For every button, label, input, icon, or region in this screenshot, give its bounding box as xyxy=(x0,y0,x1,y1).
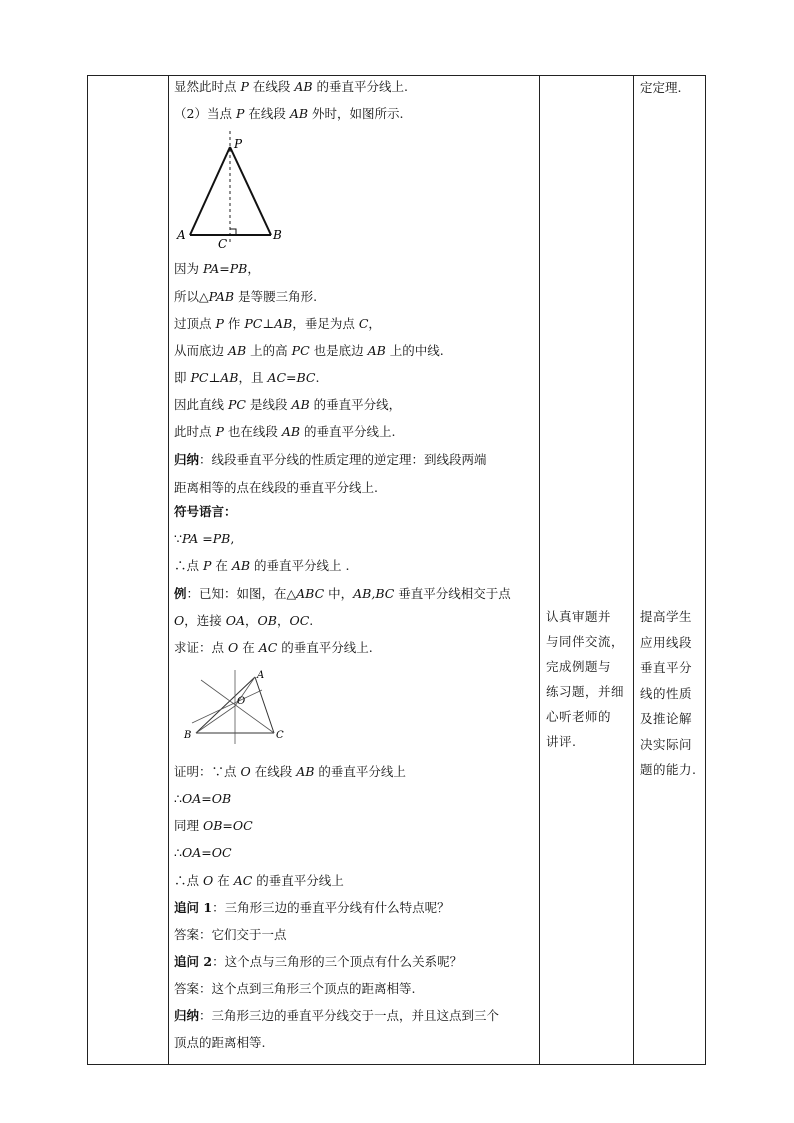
line-22: ∴点 O 在 AC 的垂直平分线上 xyxy=(174,873,344,888)
goal-line: 及推论解 xyxy=(640,711,693,726)
goal-line: 题的能力. xyxy=(640,762,697,777)
student-line: 与同伴交流， xyxy=(546,634,625,649)
side-ab xyxy=(196,677,255,733)
line-27: 归纳：三角形三边的垂直平分线交于一点，并且这点到三个 xyxy=(174,1008,500,1023)
line-24: 答案：它们交于一点 xyxy=(174,927,287,942)
line-13: ∵PA =PB, xyxy=(174,531,235,546)
line-9: 此时点 P 也在线段 AB 的垂直平分线上. xyxy=(174,424,396,439)
triangle-abc-figure xyxy=(182,668,292,748)
line-12: 符号语言： xyxy=(174,504,237,519)
label-o: O xyxy=(237,696,246,707)
label-b: B xyxy=(184,730,192,741)
column-divider-1 xyxy=(168,76,169,1064)
student-line: 认真审题并 xyxy=(546,609,612,624)
line-2: （2）当点 P 在线段 AB 外时，如图所示. xyxy=(174,106,404,121)
goal-top-text: 定定理. xyxy=(640,80,682,95)
column-divider-2 xyxy=(539,76,540,1064)
side-pb xyxy=(230,147,271,235)
line-23: 追问 1：三角形三边的垂直平分线有什么特点呢？ xyxy=(174,900,450,915)
student-line: 练习题，并细 xyxy=(546,684,625,699)
line-3: 因为 PA=PB， xyxy=(174,261,260,276)
line-11: 距离相等的点在线段的垂直平分线上. xyxy=(174,480,378,495)
line-26: 答案：这个点到三角形三个顶点的距离相等. xyxy=(174,981,416,996)
line-8: 因此直线 PC 是线段 AB 的垂直平分线， xyxy=(174,397,402,412)
design-intent-cell xyxy=(640,604,704,783)
line-21: ∴OA=OC xyxy=(174,845,232,860)
line-25: 追问 2：这个点与三角形的三个顶点有什么关系呢？ xyxy=(174,954,463,969)
line-17: 求证：点 O 在 AC 的垂直平分线上. xyxy=(174,640,373,655)
bisector-ac xyxy=(192,690,262,723)
side-ac xyxy=(255,677,274,733)
goal-line: 线的性质 xyxy=(640,685,693,701)
line-20: 同理 OB=OC xyxy=(174,818,253,833)
side-pa xyxy=(190,147,230,235)
label-c: C xyxy=(276,730,284,741)
goal-line: 决实际问 xyxy=(640,736,693,752)
line-19: ∴OA=OB xyxy=(174,791,232,806)
student-line: 心听老师的 xyxy=(546,709,612,724)
goal-line: 垂直平分 xyxy=(640,660,693,675)
label-c: C xyxy=(218,237,228,251)
line-16: O，连接 OA，OB，OC. xyxy=(174,613,314,628)
student-activity-cell xyxy=(546,604,630,754)
student-line: 讲评. xyxy=(546,734,577,749)
line-1: 显然此时点 P 在线段 AB 的垂直平分线上. xyxy=(174,79,409,94)
line-14: ∴点 P 在 AB 的垂直平分线上 . xyxy=(174,558,350,573)
line-10: 归纳：线段垂直平分线的性质定理的逆定理：到线段两端 xyxy=(174,452,487,467)
line-5: 过顶点 P 作 PC⊥AB，垂足为点 C， xyxy=(174,316,381,331)
student-line: 完成例题与 xyxy=(546,659,612,674)
line-18: 证明：∵点 O 在线段 AB 的垂直平分线上 xyxy=(174,764,406,779)
isosceles-triangle-figure xyxy=(174,131,294,251)
label-a: A xyxy=(177,228,186,242)
line-15: 例：已知：如图，在△ABC 中，AB,BC 垂直平分线相交于点 xyxy=(174,586,511,601)
line-28: 顶点的距离相等. xyxy=(174,1035,266,1050)
label-a: A xyxy=(257,670,265,681)
lesson-table xyxy=(87,75,706,1065)
line-7: 即 PC⊥AB，且 AC=BC. xyxy=(174,370,320,385)
column-divider-3 xyxy=(633,76,634,1064)
label-p: P xyxy=(234,137,243,151)
segment-ob xyxy=(196,706,235,733)
line-6: 从而底边 AB 上的高 PC 也是底边 AB 上的中线. xyxy=(174,343,444,358)
goal-line: 应用线段 xyxy=(640,634,693,650)
label-b: B xyxy=(273,228,282,242)
line-4: 所以△PAB 是等腰三角形. xyxy=(174,289,318,304)
goal-line: 提高学生 xyxy=(640,609,693,624)
